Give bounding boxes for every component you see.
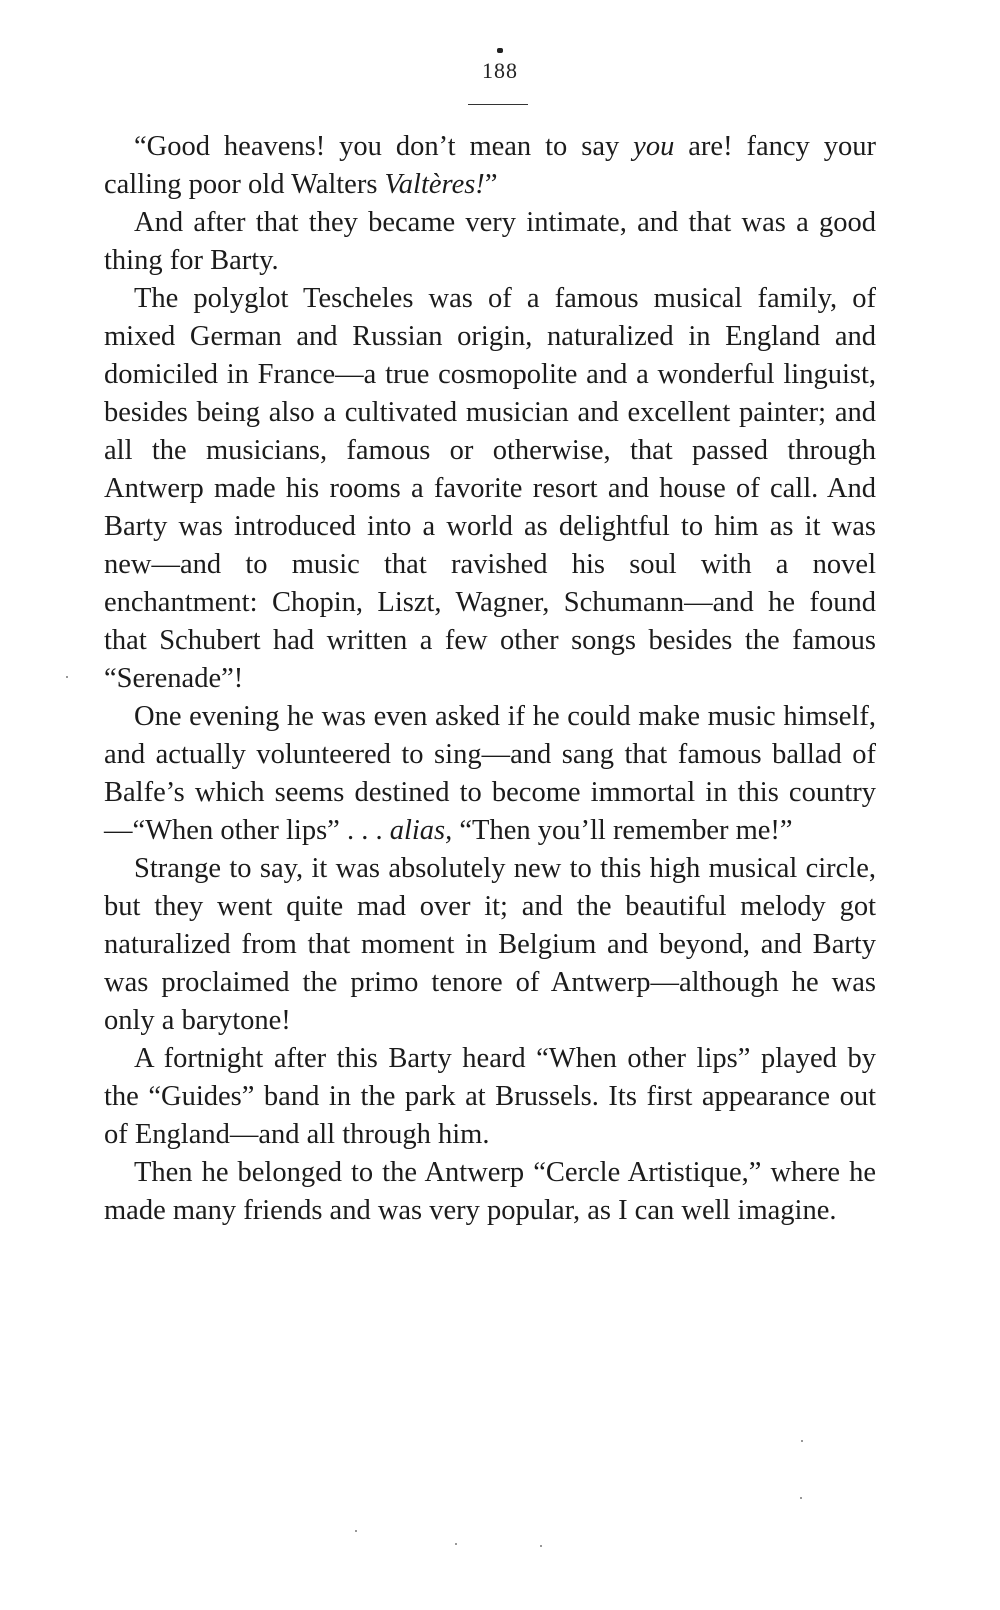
header-rule [468,104,528,105]
print-speck [66,676,68,678]
text-run: And after that they became very intimate, and that was a good thing for Barty. [104,207,876,276]
text-run: “Good heavens! you don’t mean to say [134,131,634,162]
body-text [104,128,876,1230]
italic-text: Valtères! [384,169,485,200]
page-number-text: 188 [482,58,518,83]
print-speck [540,1545,542,1547]
print-speck [800,1497,802,1499]
paragraph [104,698,876,850]
paragraph [104,850,876,1040]
print-speck [455,1543,457,1545]
print-speck [801,1440,803,1442]
paragraph [104,128,876,204]
text-run: ” [484,169,498,200]
text-run: are! fancy your calling poor old Walters [104,131,876,200]
paragraph [104,204,876,280]
paragraph [104,1040,876,1154]
print-speck [355,1530,357,1532]
text-run: “Then you’ll remember me!” [452,815,793,846]
italic-text: you [633,131,675,162]
text-run: Then he belonged to the Antwerp “Cercle Artistique,” where he made many friends and was very popular, as I can well imagine. [104,1157,876,1226]
text-run: One evening he was even asked if he could make music himself, and actually volunteered to sing—and sang that famous ballad of Balfe’s which seems destined to become immortal in this country—“When other lips” . . . [104,701,876,846]
italic-text: alias, [389,815,453,846]
text-run: Strange to say, it was absolutely new to this high musical circle, but they went quite mad over it; and the beautiful melody got naturalized from that moment in Belgium and beyond, and Barty was proclaimed the primo tenore of Antwerp—although he was only a barytone! [104,853,876,1036]
text-run: A fortnight after this Barty heard “When other lips” played by the “Guides” band in the park at Brussels. Its first appearance out of England—and all through him. [104,1043,876,1150]
page-mark-dot [497,48,503,53]
page-number [0,58,1000,84]
paragraph [104,1154,876,1230]
text-run: The polyglot Tescheles was of a famous musical family, of mixed German and Russian origin, naturalized in England and domiciled in France—a true cosmopolite and a wonderful linguist, besides being also a cultivated musician and excellent painter; and all the musicians, famous or otherwise, that passed through Antwerp made his rooms a favorite resort and house of call. And Barty was introduced into a world as delightful to him as it was new—and to music that ravished his soul with a novel enchantment: Chopin, Liszt, Wagner, Schumann—and he found that Schubert had written a few other songs besides the famous “Serenade”! [104,283,876,694]
paragraph [104,280,876,698]
